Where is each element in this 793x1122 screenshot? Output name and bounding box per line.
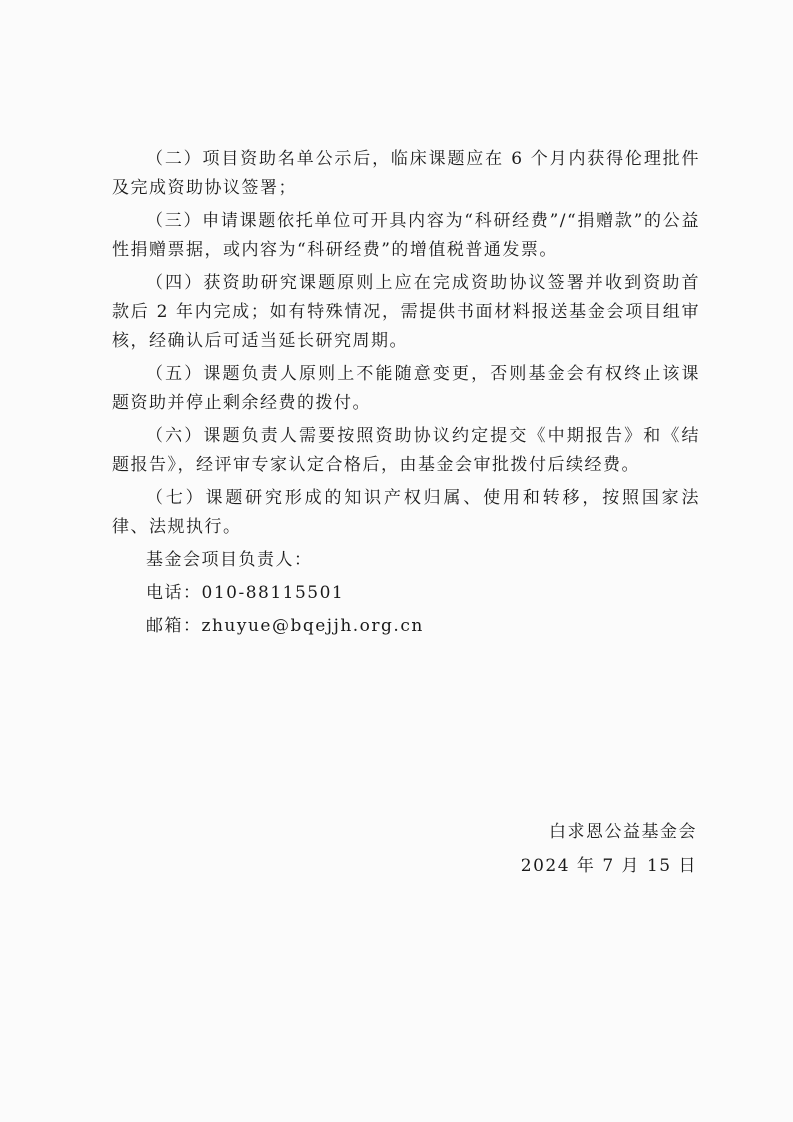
paragraph-4: （四）获资助研究课题原则上应在完成资助协议签署并收到资助首款后 2 年内完成；如有特殊情况，需提供书面材料报送基金会项目组审核，经确认后可适当延长研究周期。	[112, 273, 700, 351]
signature-date: 2024 年 7 月 15 日	[520, 856, 697, 876]
paragraph-7: （七）课题研究形成的知识产权归属、使用和转移，按照国家法律、法规执行。	[112, 488, 700, 537]
paragraph-5: （五）课题负责人原则上不能随意变更，否则基金会有权终止该课题资助并停止剩余经费的拨付。	[112, 364, 700, 413]
document-body	[112, 145, 700, 645]
signature-block	[397, 815, 697, 883]
paragraph-6: （六）课题负责人需要按照资助协议约定提交《中期报告》和《结题报告》，经评审专家认定合格后，由基金会审批拨付后续经费。	[112, 426, 700, 475]
contact-email: 邮箱：zhuyue@bqejjh.org.cn	[146, 616, 424, 636]
contact-phone: 电话：010-88115501	[146, 583, 345, 603]
paragraph-2: （二）项目资助名单公示后，临床课题应在 6 个月内获得伦理批件及完成资助协议签署；	[112, 149, 700, 198]
contact-heading: 基金会项目负责人：	[146, 550, 313, 570]
paragraph-3: （三）申请课题依托单位可开具内容为“科研经费”/“捐赠款”的公益性捐赠票据，或内容为“科研经费”的增值税普通发票。	[112, 211, 700, 260]
signature-organization: 白求恩公益基金会	[549, 822, 697, 842]
